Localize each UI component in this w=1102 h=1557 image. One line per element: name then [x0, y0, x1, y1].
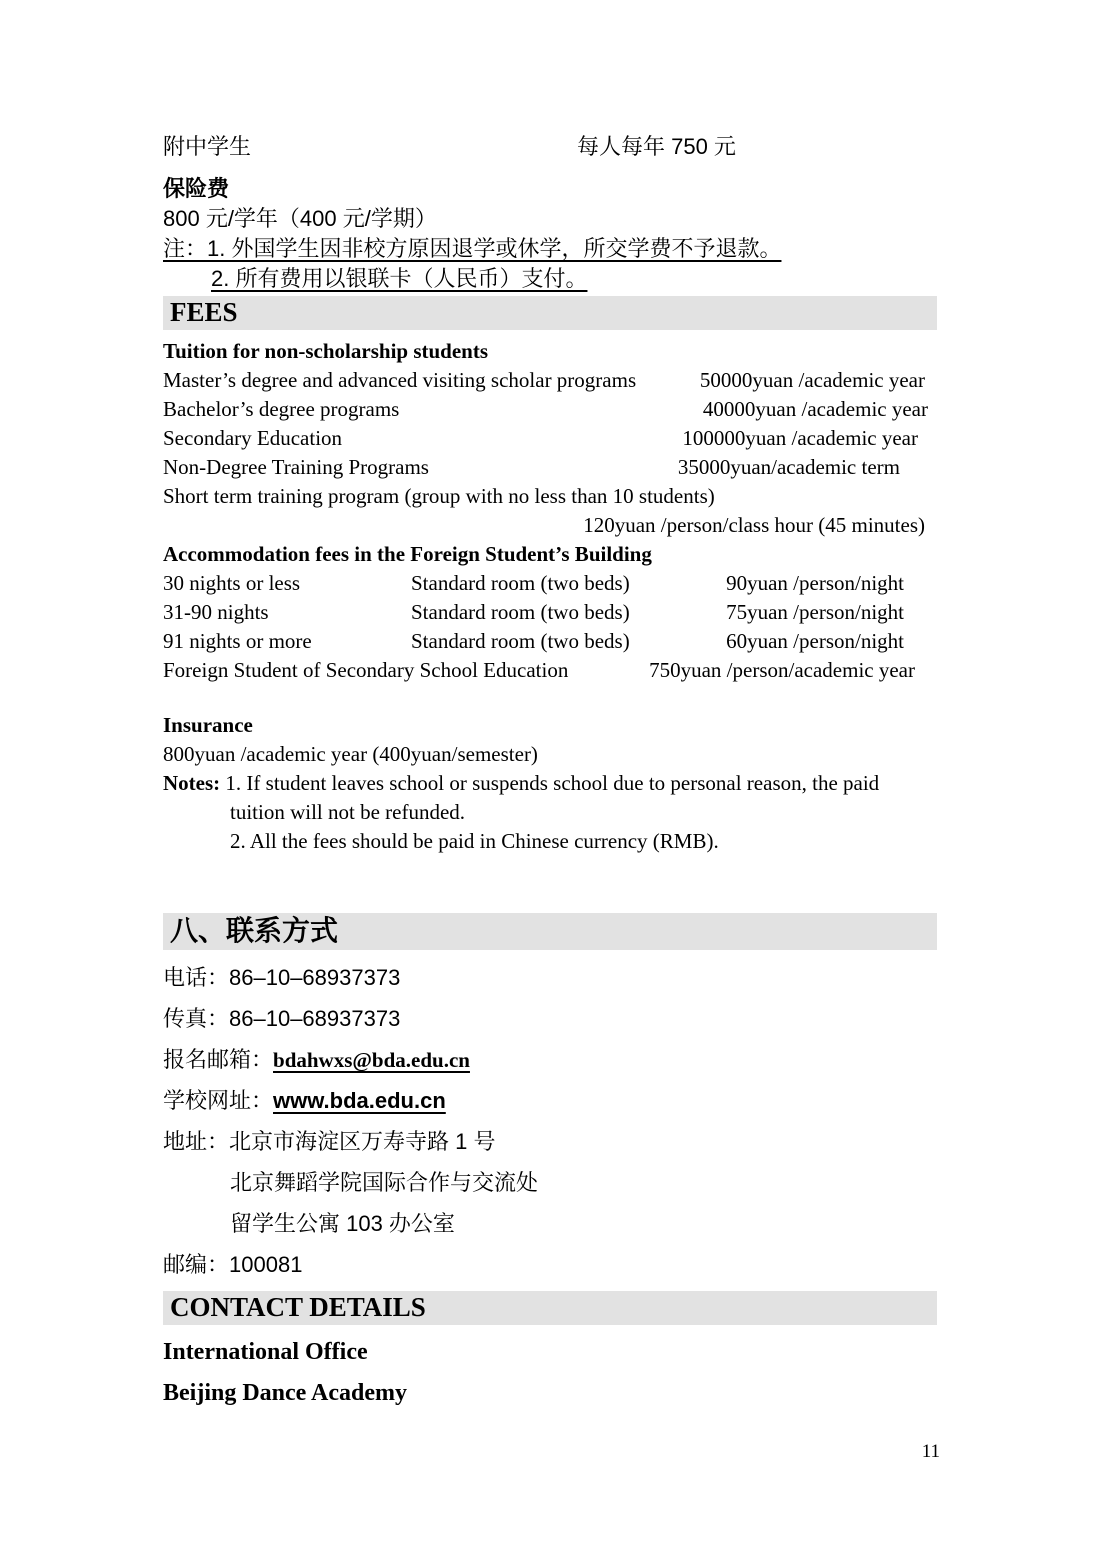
- tuition-row-label: Master’s degree and advanced visiting scholar programs: [163, 368, 637, 392]
- accommodation-price: 60yuan /person/night: [726, 629, 904, 653]
- accommodation-duration: 30 nights or less: [163, 571, 301, 595]
- accommodation-row: [163, 598, 937, 627]
- insurance-value-cn: 800 元/学年（400 元/学期）: [163, 206, 437, 231]
- accommodation-price: 75yuan /person/night: [726, 600, 904, 624]
- email-label: 报名邮箱：: [163, 1047, 274, 1072]
- notes-item-1-text: 1. If student leaves school or suspends school due to personal reason, the paid: [225, 771, 880, 795]
- note-1-cn: 注：1. 外国学生因非校方原因退学或休学，所交学费不予退款。: [163, 236, 782, 261]
- international-office-line: International Office: [163, 1339, 368, 1365]
- affiliated-student-label: 附中学生: [163, 134, 252, 159]
- insurance-title-en: Insurance: [163, 713, 253, 737]
- notes-label: Notes:: [163, 771, 221, 795]
- tuition-row-label: Non-Degree Training Programs: [163, 455, 429, 479]
- tuition-row: [163, 424, 937, 453]
- email-row: [163, 1045, 937, 1075]
- tuition-row-value: 50000yuan /academic year: [699, 368, 925, 392]
- notes-line-1: [163, 769, 937, 798]
- website-label: 学校网址：: [163, 1088, 274, 1113]
- tuition-row-value: 35000yuan/academic term: [677, 455, 900, 479]
- insurance-value-en: 800yuan /academic year (400yuan/semester): [163, 742, 538, 766]
- address-line-1: 北京市海淀区万寿寺路 1 号: [229, 1129, 496, 1154]
- tuition-row: [163, 453, 937, 482]
- accommodation-room-type: Standard room (two beds): [411, 600, 630, 624]
- phone-label: 电话：: [163, 965, 230, 990]
- address-line-2: 北京舞蹈学院国际合作与交流处: [230, 1170, 539, 1195]
- academy-name-line: Beijing Dance Academy: [163, 1380, 407, 1406]
- fax-number: 86–10–68937373: [229, 1006, 401, 1031]
- accommodation-duration: 31-90 nights: [163, 600, 269, 624]
- tuition-row-value: 100000yuan /academic year: [682, 426, 918, 450]
- email-link[interactable]: bdahwxs@bda.edu.cn: [273, 1048, 470, 1072]
- accommodation-room-type: Standard room (two beds): [411, 629, 630, 653]
- zip-code: 100081: [229, 1252, 303, 1277]
- zip-label: 邮编：: [163, 1252, 230, 1277]
- notes-item-2: 2. All the fees should be paid in Chinese currency (RMB).: [230, 829, 719, 853]
- website-row: [163, 1086, 937, 1116]
- secondary-school-fee-value: 750yuan /person/academic year: [649, 658, 915, 682]
- accommodation-duration: 91 nights or more: [163, 629, 312, 653]
- accommodation-row: [163, 569, 937, 598]
- website-link[interactable]: www.bda.edu.cn: [273, 1088, 446, 1113]
- address-label: 地址：: [163, 1129, 230, 1154]
- phone-number: 86–10–68937373: [229, 965, 401, 990]
- fees-section-header: FEES: [163, 296, 937, 330]
- accommodation-price: 90yuan /person/night: [726, 571, 904, 595]
- short-term-label: Short term training program (group with no less than 10 students): [163, 484, 715, 508]
- tuition-title: Tuition for non-scholarship students: [163, 339, 489, 363]
- contact-section-header-cn: 八、联系方式: [163, 913, 937, 950]
- page-number: 11: [921, 1441, 940, 1462]
- tuition-row: [163, 395, 937, 424]
- address-row: [163, 1127, 937, 1157]
- affiliated-student-fee-row: [163, 132, 937, 162]
- notes-item-1-continued: tuition will not be refunded.: [230, 800, 466, 824]
- affiliated-student-fee-value: 每人每年 750 元: [577, 134, 736, 159]
- note-2-cn: 2. 所有费用以银联卡（人民币）支付。: [211, 266, 588, 291]
- short-term-value: 120yuan /person/class hour (45 minutes): [583, 513, 925, 537]
- accommodation-title: Accommodation fees in the Foreign Student’s Building: [163, 542, 652, 566]
- fax-row: [163, 1004, 937, 1034]
- contact-section-header-en: CONTACT DETAILS: [163, 1291, 937, 1325]
- tuition-row-label: Secondary Education: [163, 426, 343, 450]
- tuition-row-label: Bachelor’s degree programs: [163, 397, 400, 421]
- phone-row: [163, 963, 937, 993]
- accommodation-room-type: Standard room (two beds): [411, 571, 630, 595]
- address-line-3: 留学生公寓 103 办公室: [230, 1211, 455, 1236]
- insurance-title-cn: 保险费: [163, 176, 230, 201]
- zip-row: [163, 1250, 937, 1280]
- fax-label: 传真：: [163, 1006, 230, 1031]
- document-page: [163, 0, 937, 1408]
- tuition-row: [163, 366, 937, 395]
- secondary-school-fee-row: [163, 656, 937, 685]
- accommodation-row: [163, 627, 937, 656]
- tuition-row-value: 40000yuan /academic year: [702, 397, 928, 421]
- secondary-school-fee-label: Foreign Student of Secondary School Education: [163, 658, 569, 682]
